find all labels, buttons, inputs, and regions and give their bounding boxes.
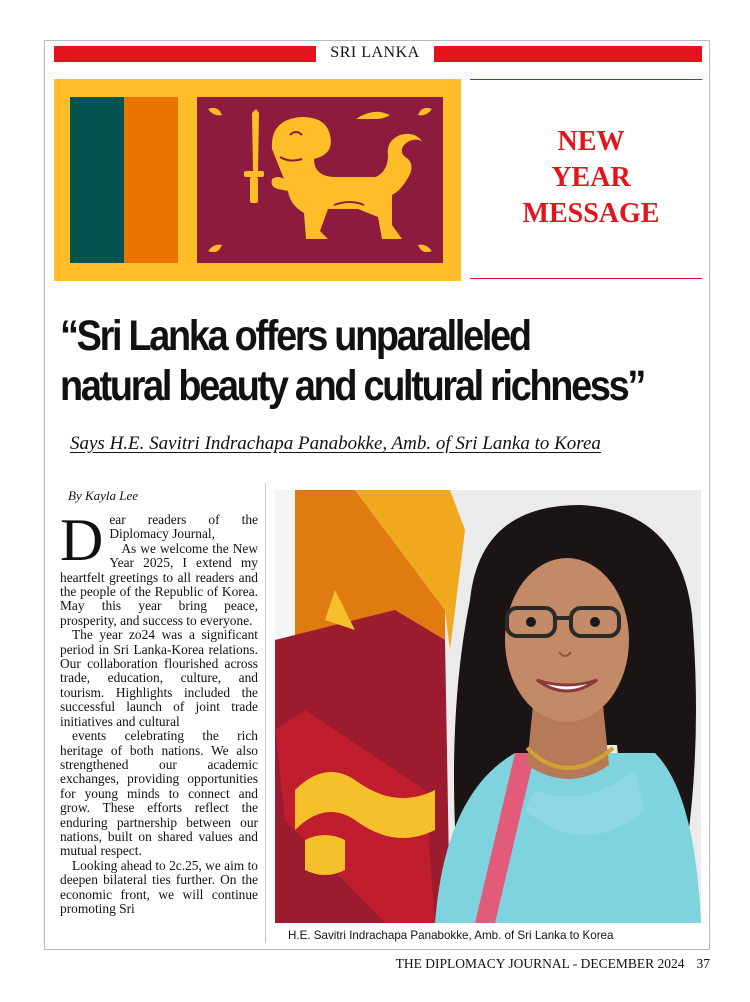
headline-line: “Sri Lanka offers unparalleled (60, 312, 530, 360)
paragraph: ear readers of the Diplomacy Journal, (109, 513, 258, 542)
title-line: YEAR (551, 162, 631, 193)
paragraph: As we welcome the New Year 2025, I extend my heartfelt greetings to all readers and the people of the Republic of Korea. May this year bring peace, prosperity, and success to everyone. (60, 540, 258, 628)
section-label: SRI LANKA (330, 44, 420, 61)
title-line: MESSAGE (522, 198, 660, 229)
headline-line: natural beauty and cultural richness” (60, 362, 645, 410)
flag-green-stripe (70, 97, 124, 263)
page-number: 37 (696, 956, 710, 971)
message-rule-top (470, 79, 702, 80)
section-bar-right (434, 46, 702, 62)
title-line: NEW (557, 126, 625, 157)
section-bar-left (54, 46, 316, 62)
photo-caption: H.E. Savitri Indrachapa Panabokke, Amb. of Sri Lanka to Korea (288, 929, 614, 942)
drop-cap: D (60, 513, 104, 573)
paragraph: events celebrating the rich heritage of both nations. We also strengthened our academic exchanges, providing opportunities for young minds to connect and grow. These efforts reflect the enduring partnership between our nations, built on shared values and mutual respect. (60, 728, 258, 859)
face (505, 558, 629, 722)
message-rule-bottom (470, 278, 702, 279)
byline: By Kayla Lee (68, 488, 139, 503)
paragraph: Looking ahead to 2c.25, we aim to deepen bilateral ties further. On the economic front, we will continue promoting Sri (60, 857, 258, 916)
article-body (60, 513, 258, 945)
publication-name: THE DIPLOMACY JOURNAL - DECEMBER 2024 (395, 956, 685, 971)
article-headline (60, 311, 700, 411)
new-year-message-title (480, 124, 702, 232)
page-footer (396, 956, 710, 972)
flag-orange-stripe (124, 97, 178, 263)
column-divider (265, 483, 266, 943)
ambassador-photo (275, 490, 701, 923)
sri-lanka-flag (54, 79, 461, 281)
article-subtitle: Says H.E. Savitri Indrachapa Panabokke, Amb. of Sri Lanka to Korea (70, 433, 601, 454)
paragraph: The year zo24 was a significant period in Sri Lanka-Korea relations. Our collaboration flourished across trade, education, culture, and tourism. Highlights included the successful launch of joint trade initiatives and cultural (60, 627, 258, 729)
